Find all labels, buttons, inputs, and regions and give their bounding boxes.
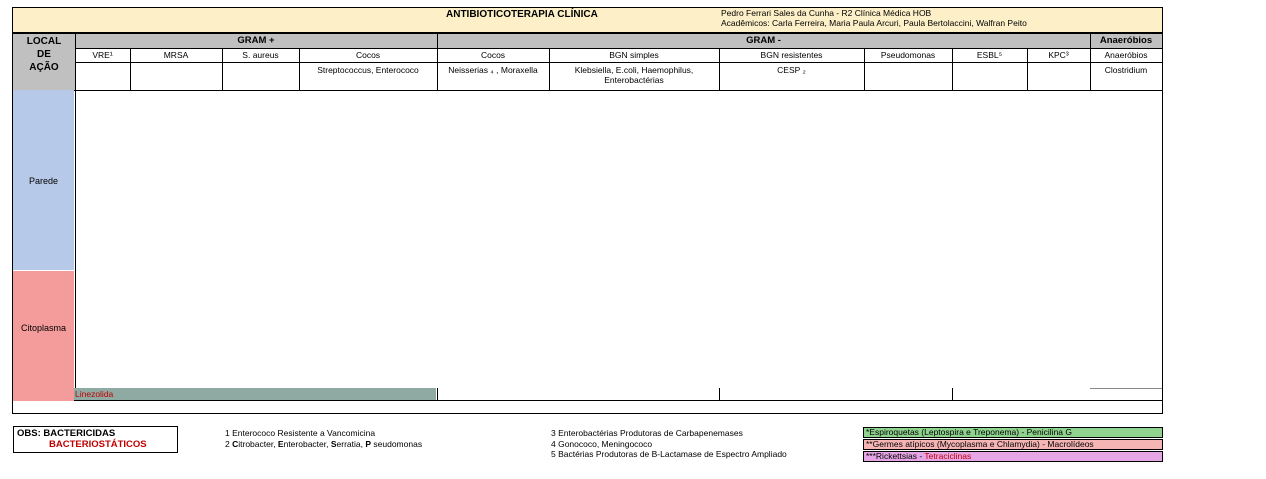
acao-label: AÇÃO [29, 62, 59, 73]
de-label: DE [37, 49, 51, 60]
rule-stub-right [1090, 388, 1162, 389]
local-header [13, 34, 75, 90]
footnotes-right [551, 428, 787, 460]
col-header-mrsa: MRSA [163, 50, 189, 60]
examples-cocos-neg: Neisserias ₄ , Moraxella [448, 65, 538, 75]
author-info [721, 8, 1027, 28]
group-gram-positive: GRAM + [75, 34, 437, 48]
local-label: LOCAL [26, 36, 62, 47]
obs-bacteriostaticos: BACTERIOSTÁTICOS [49, 439, 147, 450]
rule-col-7 [864, 48, 865, 90]
row-citoplasma-label: Citoplasma [20, 323, 67, 333]
examples-bgn-simples: Klebsiella, E.coli, Haemophilus, Enterobactérias [574, 65, 694, 85]
rule-gram-split [437, 34, 438, 90]
examples-anaerobios: Clostridium [1104, 65, 1148, 75]
rule-col-2 [222, 48, 223, 90]
rule-col-3 [299, 48, 300, 90]
rule-col-6 [719, 48, 720, 90]
row-citoplasma [13, 271, 74, 401]
rule-col-9 [1027, 48, 1028, 90]
group-anaerobios: Anaeróbios [1090, 34, 1162, 48]
footnote-5: 5 Bactérias Produtoras de B-Lactamase de Espectro Ampliado [551, 449, 787, 459]
legend-germes-atipicos: **Germes atípicos (Mycoplasma e Chlamydia) - Macrolídeos [863, 439, 1163, 450]
author-line-2: Acadêmicos: Carla Ferreira, Maria Paula Arcuri, Paula Bertolaccini, Walfran Peito [721, 18, 1027, 28]
group-gram-negative: GRAM - [437, 34, 1090, 48]
rule-stub-1 [437, 388, 438, 400]
col-header-esbl: ESBL⁵ [976, 50, 1003, 60]
obs-bactericidas: OBS: BACTERICIDAS [17, 428, 116, 439]
rule-local-right [75, 34, 76, 400]
linezolida-bar [74, 388, 436, 400]
rule-group-bottom [75, 48, 1162, 49]
rule-stub-2 [719, 388, 720, 400]
col-header-s-aureus: S. aureus [242, 50, 279, 60]
rule-colnames-bottom [75, 62, 1162, 63]
table-bottom-band [12, 401, 1163, 414]
col-header-bgn-resistentes: BGN resistentes [760, 50, 823, 60]
obs-box [13, 426, 178, 453]
examples-bgn-resistentes: CESP ₂ [777, 65, 806, 75]
footnote-4: 4 Gonococo, Meningococo [551, 438, 653, 449]
rule-col-1 [130, 48, 131, 90]
footnotes-left [225, 428, 422, 449]
rule-stub-3 [952, 388, 953, 400]
col-header-anaerobios: Anaeróbios [1104, 50, 1148, 60]
legend-espiroquetas: *Espiroquetas (Leptospira e Treponema) - Penicilina G [863, 427, 1163, 438]
col-header-cocos-pos: Cocos [355, 50, 381, 60]
rule-anaerobios-split [1090, 34, 1091, 90]
rule-col-5 [549, 48, 550, 90]
footnote-1: 1 Enterococo Resistente a Vancomicina [225, 428, 376, 438]
author-line-1: Pedro Ferrari Sales da Cunha - R2 Clínica Médica HOB [721, 8, 932, 18]
examples-cocos-pos: Streptococcus, Enterococo [317, 65, 419, 75]
col-header-kpc: KPC³ [1048, 50, 1069, 60]
footnote-3: 3 Enterobactérias Produtoras de Carbapenemases [551, 428, 743, 438]
page-title: ANTIBIOTICOTERAPIA CLÍNICA [446, 9, 598, 20]
row-parede-label: Parede [28, 176, 59, 186]
rule-header-bottom [13, 90, 1162, 91]
linezolida-label: Linezolida [75, 389, 114, 399]
footnote-2: 2 Citrobacter, Enterobacter, Serratia, P seudomonas [225, 438, 423, 449]
col-header-cocos-neg: Cocos [480, 50, 506, 60]
rule-col-8 [952, 48, 953, 90]
row-parede [13, 90, 74, 270]
col-header-bgn-simples: BGN simples [609, 50, 659, 60]
col-header-pseudomonas: Pseudomonas [880, 50, 936, 60]
antibiotic-table [12, 33, 1163, 401]
col-header-vre: VRE¹ [92, 50, 113, 60]
legend-rickettsias: ***Rickettsias - Tetraciclinas [863, 451, 1163, 462]
